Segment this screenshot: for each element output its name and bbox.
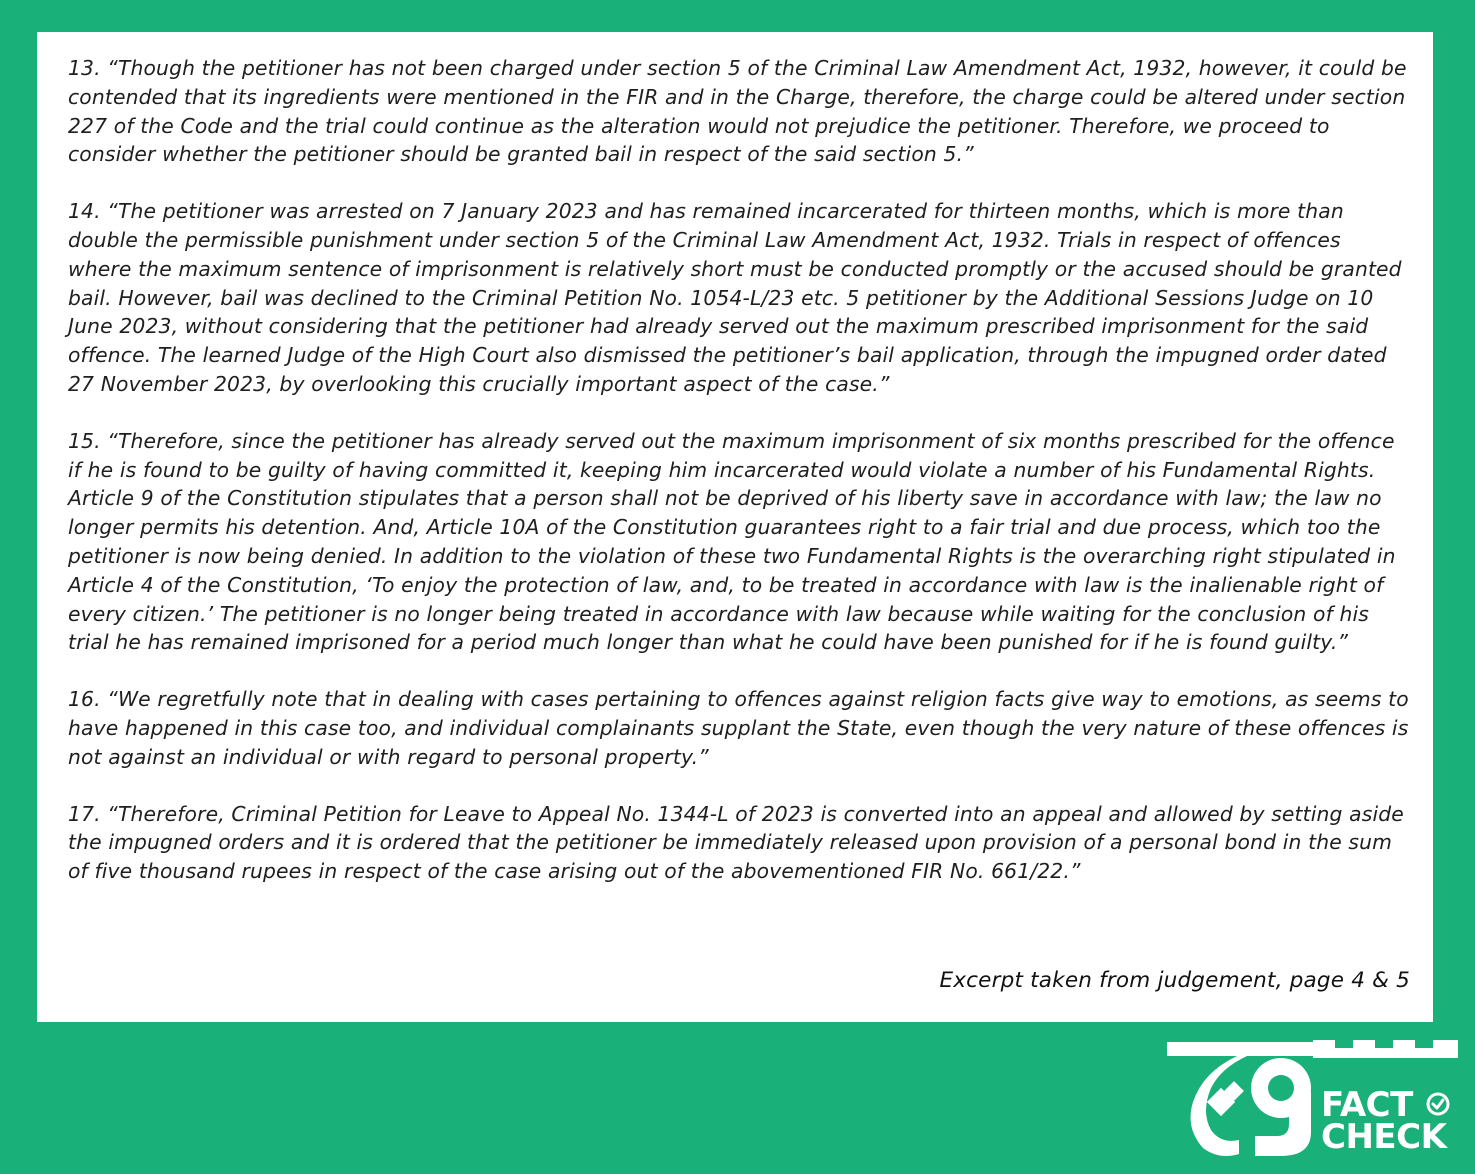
logo-word-fact: FACT bbox=[1321, 1085, 1413, 1125]
excerpt-card bbox=[37, 32, 1433, 1022]
paragraph-16: 16. “We regretfully note that in dealing with cases pertaining to offences against religion facts give way to emotions, as seems to have happened in this case too, and individual complainants supplant the State, even though the very nature of these offences is not against an individual or with regard to personal property.” bbox=[68, 687, 1409, 769]
logo-word-check: CHECK bbox=[1321, 1117, 1447, 1157]
paragraph-15: 15. “Therefore, since the petitioner has already served out the maximum imprisonment of six months prescribed for the offence if he is found to be guilty of having committed it, keeping him incarcerated would violate a number of his Fundamental Rights. Article 9 of the Constitution stipulates that a person shall not be deprived of his liberty save in accordance with law; the law no longer permits his detention. And, Article 10A of the Constitution guarantees right to a fair trial and due process, which too the petitioner is now being denied. In addition to the violation of these two Fundamental Rights is the overarching right stipulated in Article 4 of the Constitution, ‘To enjoy the protection of law, and, to be treated in accordance with law is the inalienable right of every citizen.’ The petitioner is no longer being treated in accordance with law because while waiting for the conclusion of his trial he has remained imprisoned for a period much longer than what he could have been punished for if he is found guilty.” bbox=[68, 428, 1396, 655]
logo-crenellation-icon bbox=[1313, 1040, 1458, 1058]
source-caption: Excerpt taken from judgement, page 4 & 5 bbox=[939, 968, 1410, 993]
paragraph-14: 14. “The petitioner was arrested on 7 January 2023 and has remained incarcerated for thirteen months, which is more than double the permissible punishment under section 5 of the Criminal Law Amendment Act, 1932. Trials in respect of offences where the maximum sentence of imprisonment is relatively short must be conducted promptly or the accused should be granted bail. However, bail was declined to the Criminal Petition No. 1054-L/23 etc. 5 petitioner by the Additional Sessions Judge on 10 June 2023, without considering that the petitioner had already served out the maximum prescribed imprisonment for the said offence. The learned Judge of the High Court also dismissed the petitioner’s bail application, through the impugned order dated 27 November 2023, by overlooking this crucially important aspect of the case.” bbox=[68, 199, 1402, 396]
check-circle-icon bbox=[1426, 1092, 1450, 1116]
paragraph-17: 17. “Therefore, Criminal Petition for Leave to Appeal No. 1344-L of 2023 is converted into an appeal and allowed by setting aside the impugned orders and it is ordered that the petitioner be immediately released upon provision of a personal bond in the sum of five thousand rupees in respect of the case arising out of the abovementioned FIR No. 661/22.” bbox=[68, 801, 1404, 884]
paragraph-13: 13. “Though the petitioner has not been charged under section 5 of the Criminal Law Amendment Act, 1932, however, it could be contended that its ingredients were mentioned in the FIR and in the Charge, therefore, the charge could be altered under section 227 of the Code and the trial could continue as the alteration would not prejudice the petitioner. Therefore, we proceed to consider whether the petitioner should be granted bail in respect of the said section 5.” bbox=[68, 56, 1407, 167]
fact-check-logo bbox=[1163, 1032, 1458, 1160]
logo-mark-icon bbox=[1163, 1032, 1323, 1160]
